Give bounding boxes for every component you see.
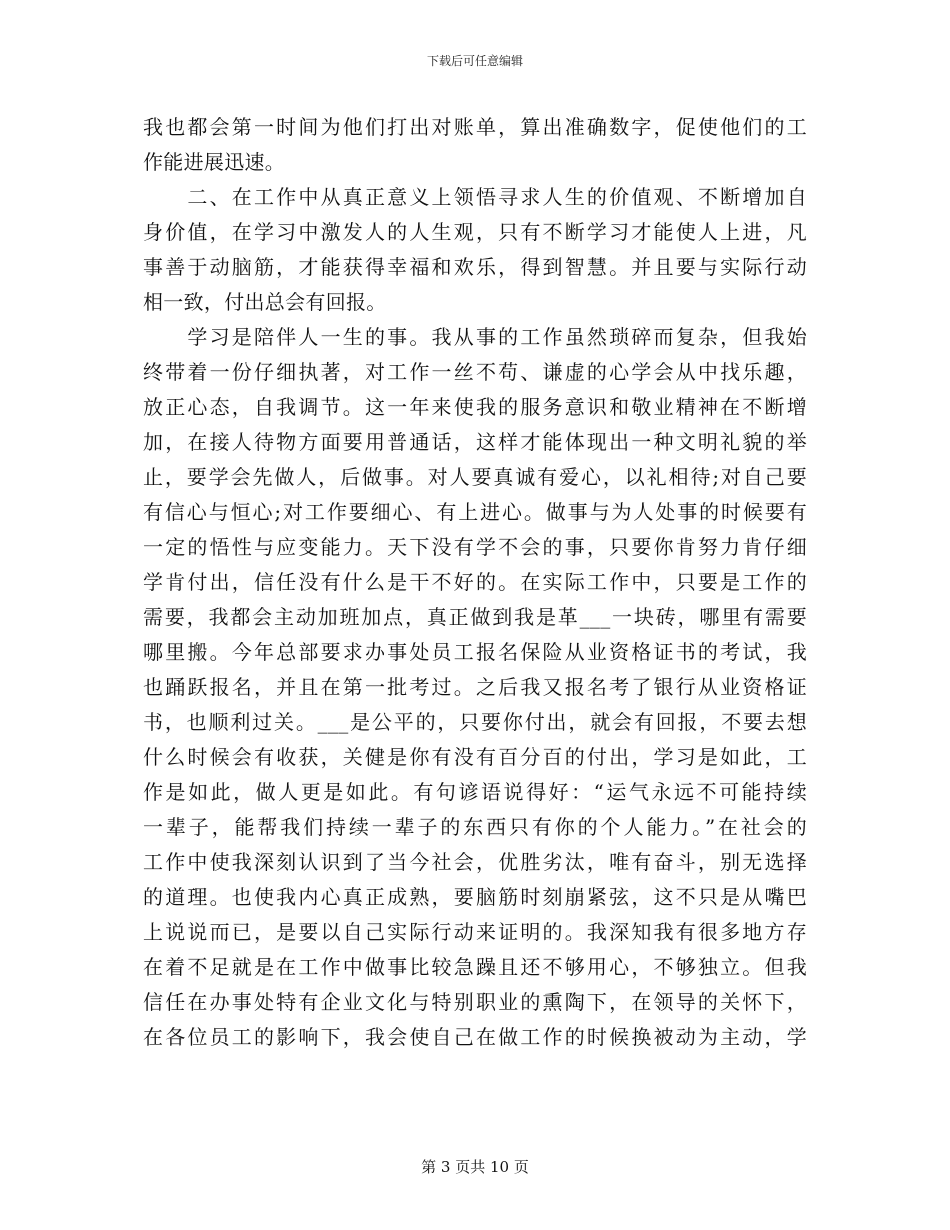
text-line: 哪里搬。今年总部要求办事处员工报名保险从业资格证书的考试，我	[143, 640, 807, 664]
text-line: 的道理。也使我内心真正成熟，要脑筋时刻崩紧弦，这不只是从嘴巴	[143, 885, 807, 909]
text-line: 上说说而已，是要以自己实际行动来证明的。我深知我有很多地方存	[143, 920, 807, 944]
text-line: 工作中使我深刻认识到了当今社会，优胜劣汰，唯有奋斗，别无选择	[143, 850, 807, 874]
paragraph	[143, 180, 807, 320]
text-line: 作能进展迅速。	[143, 150, 286, 174]
text-line: 有信心与恒心;对工作要细心、有上进心。做事与为人处事的时候要有	[143, 500, 807, 524]
text-line: 止，要学会先做人，后做事。对人要真诚有爱心，以礼相待;对自己要	[143, 465, 807, 489]
text-line: 学肯付出，信任没有什么是干不好的。在实际工作中，只要是工作的	[143, 570, 807, 594]
document-body	[143, 110, 807, 1055]
page-header-note: 下载后可任意编辑	[426, 54, 523, 68]
text-line: 书，也顺利过关。___是公平的，只要你付出，就会有回报，不要去想	[143, 710, 807, 734]
text-line: 需要，我都会主动加班加点，真正做到我是革___一块砖，哪里有需要	[143, 605, 807, 629]
text-line: 在各位员工的影响下，我会使自己在做工作的时候换被动为主动，学	[143, 1025, 807, 1049]
text-line: 作是如此，做人更是如此。有句谚语说得好：“运气永远不可能持续	[143, 780, 807, 804]
text-line: 加，在接人待物方面要用普通话，这样才能体现出一种文明礼貌的举	[143, 430, 807, 454]
text-line: 身价值，在学习中激发人的人生观，只有不断学习才能使人上进，凡	[143, 220, 807, 244]
page-number-footer: 第 3 页共 10 页	[421, 1158, 529, 1176]
text-line: 事善于动脑筋，才能获得幸福和欢乐，得到智慧。并且要与实际行动	[143, 255, 807, 279]
text-line: 学习是陪伴人一生的事。我从事的工作虽然琐碎而复杂，但我始	[143, 325, 807, 349]
text-line: 一定的悟性与应变能力。天下没有学不会的事，只要你肯努力肯仔细	[143, 535, 807, 559]
text-line: 我也都会第一时间为他们打出对账单，算出准确数字，促使他们的工	[143, 115, 807, 139]
text-line: 一辈子，能帮我们持续一辈子的东西只有你的个人能力。”在社会的	[143, 815, 807, 839]
text-line: 在着不足就是在工作中做事比较急躁且还不够用心，不够独立。但我	[143, 955, 807, 979]
text-line: 信任在办事处特有企业文化与特别职业的熏陶下，在领导的关怀下，	[143, 990, 807, 1014]
text-line: 二、在工作中从真正意义上领悟寻求人生的价值观、不断增加自	[143, 185, 807, 209]
text-line: 放正心态，自我调节。这一年来使我的服务意识和敬业精神在不断增	[143, 395, 807, 419]
text-line: 终带着一份仔细执著，对工作一丝不苟、谦虚的心学会从中找乐趣，	[143, 360, 807, 384]
text-line: 相一致，付出总会有回报。	[143, 290, 387, 314]
paragraph	[143, 320, 807, 1055]
text-line: 也踊跃报名，并且在第一批考过。之后我又报名考了银行从业资格证	[143, 675, 807, 699]
paragraph	[143, 110, 807, 180]
text-line: 什么时候会有收获，关健是你有没有百分百的付出，学习是如此，工	[143, 745, 807, 769]
